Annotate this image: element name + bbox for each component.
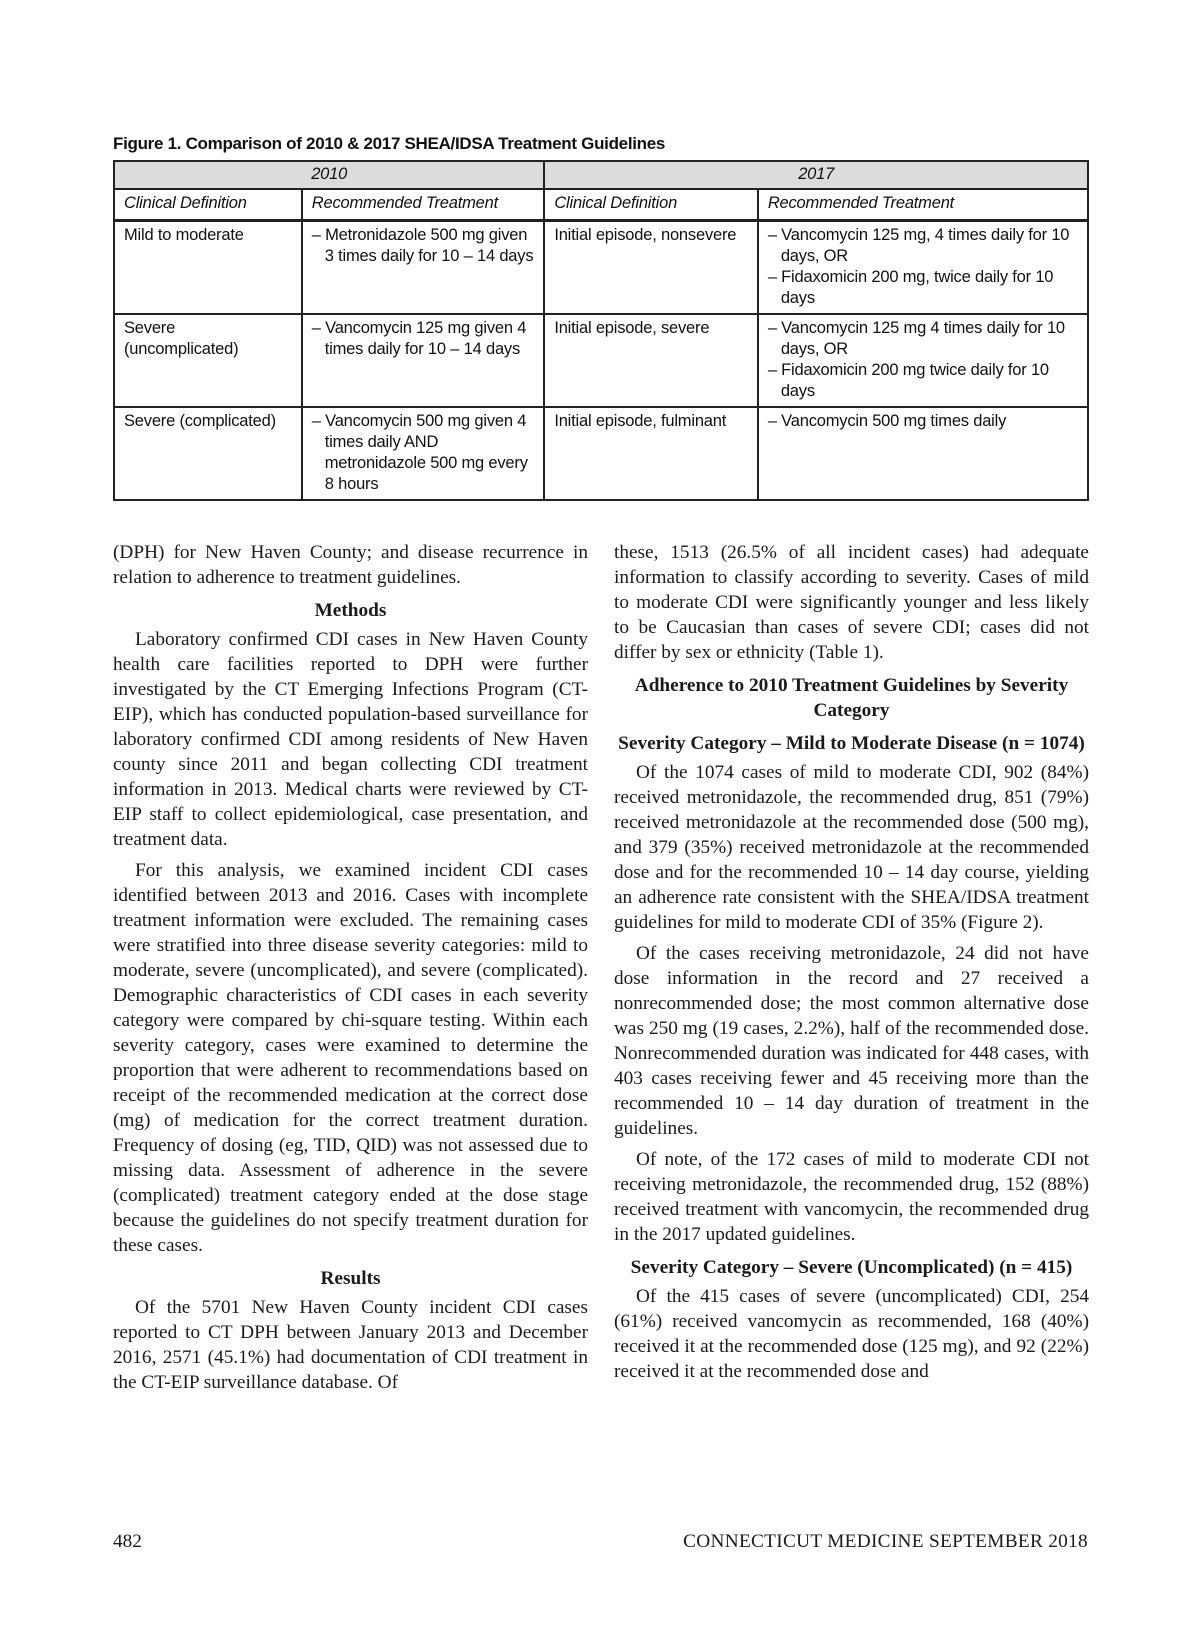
body-paragraph: Of note, of the 172 cases of mild to moderate CDI not receiving metronidazole, the recommended drug, 152 (88%) received treatment with vancomycin, the recommended drug in the 2017 updated guidelines. bbox=[614, 1149, 1089, 1245]
year-2010-header: 2010 bbox=[114, 161, 544, 189]
column-header: Clinical Definition bbox=[544, 189, 758, 221]
body-paragraph: Of the 415 cases of severe (uncomplicated) CDI, 254 (61%) received vancomycin as recommended, 168 (40%) received it at the recommended dose (125 mg), and 92 (22%) received it at the recommended dose and bbox=[614, 1286, 1089, 1382]
treatment-2010 bbox=[302, 221, 545, 315]
clinical-definition-2017: Initial episode, nonsevere bbox=[544, 221, 758, 315]
treatment-2010 bbox=[302, 314, 545, 407]
column-header-row bbox=[114, 189, 1088, 221]
table-row bbox=[114, 221, 1088, 315]
severe-uncomplicated-heading: Severity Category – Severe (Uncomplicated) (n = 415) bbox=[630, 1257, 1073, 1278]
treatment-2017 bbox=[758, 407, 1088, 500]
body-paragraph: Laboratory confirmed CDI cases in New Haven County health care facilities reported to DPH were further investigated by the CT Emerging Infections Program (CT-EIP), which has conducted population-based surveillance for laboratory confirmed CDI among residents of New Haven county since 2011 and began collecting CDI treatment information in 2013. Medical charts were reviewed by CT-EIP staff to collect epidemiological, case presentation, and treatment data. bbox=[113, 629, 588, 850]
left-column bbox=[113, 540, 588, 1401]
results-heading: Results bbox=[320, 1268, 381, 1289]
treatment-item: – Vancomycin 500 mg times daily bbox=[767, 412, 1007, 430]
year-header-row bbox=[114, 161, 1088, 189]
treatment-item: – Vancomycin 125 mg, 4 times daily for 10 days, OR bbox=[767, 226, 1070, 265]
treatment-item: – Metronidazole 500 mg given 3 times daily for 10 – 14 days bbox=[311, 226, 534, 265]
body-paragraph: these, 1513 (26.5% of all incident cases) had adequate information to classify according to severity. Cases of mild to moderate CDI were significantly younger and less likely to be Caucasian than cases of severe CDI; cases did not differ by sex or ethnicity (Table 1). bbox=[614, 542, 1089, 663]
clinical-definition-2010: Severe (uncomplicated) bbox=[114, 314, 302, 407]
guidelines-table bbox=[113, 160, 1089, 501]
body-paragraph: (DPH) for New Haven County; and disease recurrence in relation to adherence to treatment guidelines. bbox=[113, 542, 588, 588]
body-paragraph: Of the 5701 New Haven County incident CDI cases reported to CT DPH between January 2013 and December 2016, 2571 (45.1%) had documentation of CDI treatment in the CT-EIP surveillance database. Of bbox=[113, 1297, 588, 1393]
column-header: Recommended Treatment bbox=[302, 189, 545, 221]
treatment-2010 bbox=[302, 407, 545, 500]
treatment-item: – Fidaxomicin 200 mg, twice daily for 10 days bbox=[767, 268, 1054, 307]
treatment-item: – Vancomycin 125 mg given 4 times daily for 10 – 14 days bbox=[311, 319, 527, 358]
treatment-2017 bbox=[758, 221, 1088, 315]
treatment-item: – Vancomycin 125 mg 4 times daily for 10 days, OR bbox=[767, 319, 1065, 358]
column-header: Clinical Definition bbox=[114, 189, 302, 221]
clinical-definition-2017: Initial episode, fulminant bbox=[544, 407, 758, 500]
right-column bbox=[614, 540, 1089, 1390]
methods-heading: Methods bbox=[314, 600, 387, 621]
adherence-heading: Adherence to 2010 Treatment Guidelines by Severity Category bbox=[634, 675, 1069, 721]
page-number: 482 bbox=[113, 1531, 142, 1552]
treatment-2017 bbox=[758, 314, 1088, 407]
table-row bbox=[114, 314, 1088, 407]
treatment-item: – Vancomycin 500 mg given 4 times daily AND metronidazole 500 mg every 8 hours bbox=[311, 412, 528, 493]
mild-severity-heading: Severity Category – Mild to Moderate Disease (n = 1074) bbox=[618, 733, 1085, 754]
column-header: Recommended Treatment bbox=[758, 189, 1088, 221]
year-2017-header: 2017 bbox=[544, 161, 1088, 189]
body-paragraph: For this analysis, we examined incident CDI cases identified between 2013 and 2016. Cases with incomplete treatment information were excluded. The remaining cases were stratified into three disease severity categories: mild to moderate, severe (uncomplicated), and severe (complicated). Demographic characteristics of CDI cases in each severity category were compared by chi-square testing. Within each severity category, cases were examined to determine the proportion that were adherent to recommendations based on receipt of the recommended medication at the correct dose (mg) of medication for the correct treatment duration. Frequency of dosing (eg, TID, QID) was not assessed due to missing data. Assessment of adherence in the severe (complicated) treatment category ended at the dose stage because the guidelines do not specify treatment duration for these cases. bbox=[113, 860, 588, 1256]
clinical-definition-2010: Mild to moderate bbox=[114, 221, 302, 315]
body-paragraph: Of the cases receiving metronidazole, 24 did not have dose information in the record and 27 received a nonrecommended dose; the most common alternative dose was 250 mg (19 cases, 2.2%), half of the recommended dose. Nonrecommended duration was indicated for 448 cases, with 403 cases receiving fewer and 45 receiving more than the recommended 10 – 14 day duration of treatment in the guidelines. bbox=[614, 943, 1089, 1139]
treatment-item: – Fidaxomicin 200 mg twice daily for 10 days bbox=[767, 361, 1049, 400]
journal-footer: CONNECTICUT MEDICINE SEPTEMBER 2018 bbox=[683, 1531, 1088, 1552]
body-paragraph: Of the 1074 cases of mild to moderate CDI, 902 (84%) received metronidazole, the recommended drug, 851 (79%) received metronidazole at the recommended dose (500 mg), and 379 (35%) received metronidazole at the recommended dose and for the recommended 10 – 14 day course, yielding an adherence rate consistent with the SHEA/IDSA treatment guidelines for mild to moderate CDI of 35% (Figure 2). bbox=[614, 762, 1089, 933]
clinical-definition-2017: Initial episode, severe bbox=[544, 314, 758, 407]
clinical-definition-2010: Severe (complicated) bbox=[114, 407, 302, 500]
table-row bbox=[114, 407, 1088, 500]
figure-title: Figure 1. Comparison of 2010 & 2017 SHEA/IDSA Treatment Guidelines bbox=[113, 134, 666, 153]
